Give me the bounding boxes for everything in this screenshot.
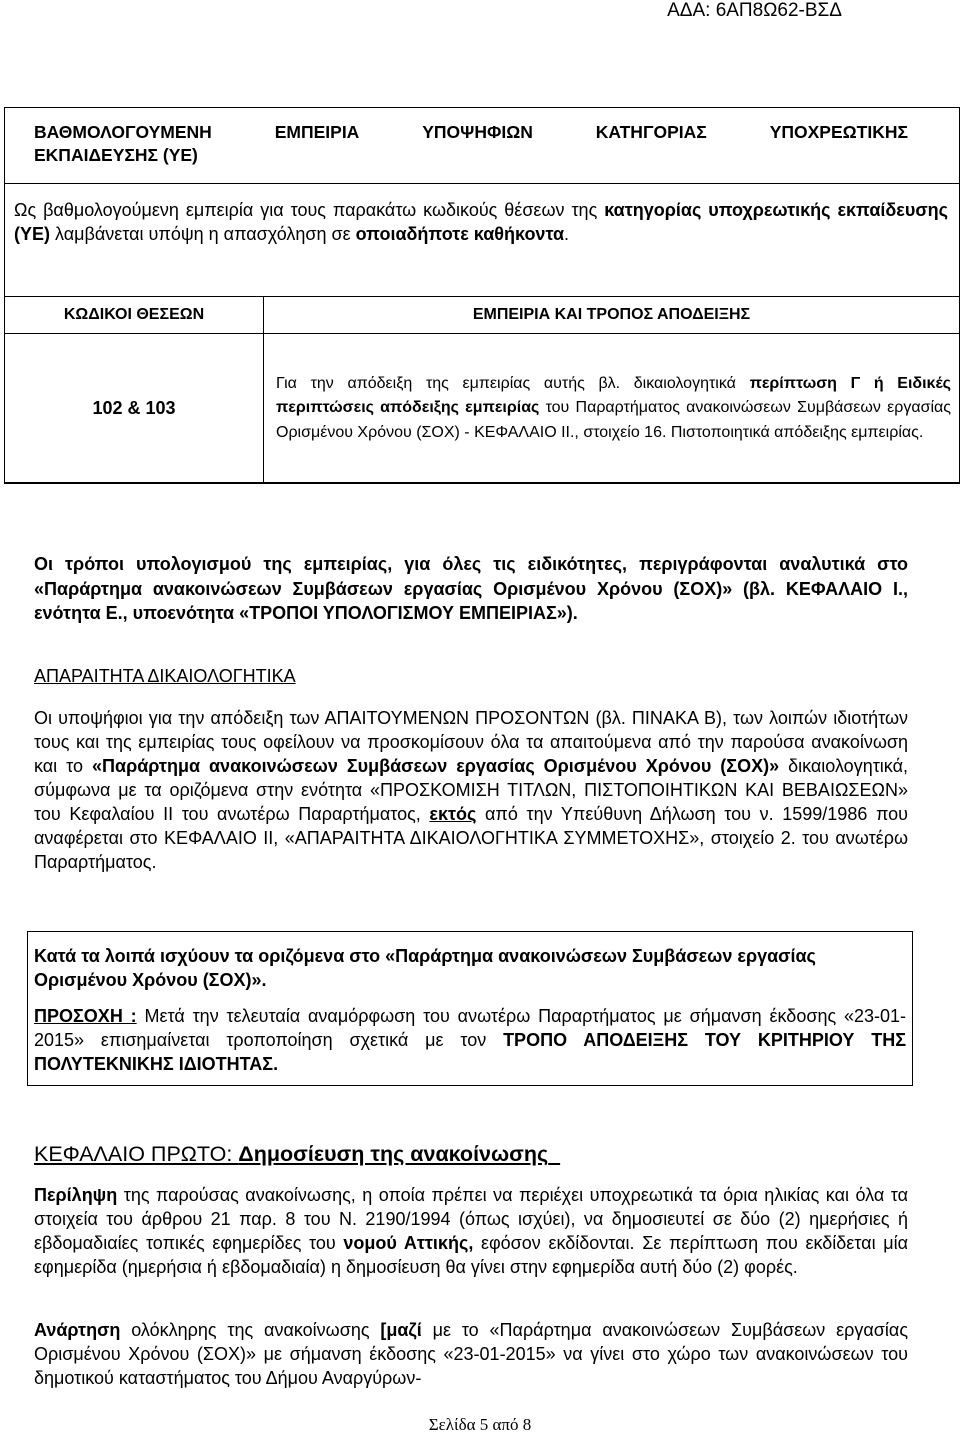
summary-text: εφόσον εκδίδονται. Σε περίπτωση που εκδίδεται μία εφημερίδα (ημερήσια ή εβδομαδιαία) η δημοσίευση θα γίνει στην εφημερίδα αυτή δύο (2) φορές.	[34, 1233, 908, 1277]
summary-bold: νομού Αττικής,	[343, 1233, 474, 1253]
row-text-bold: περίπτωση Γ ή Ειδικές περιπτώσεις απόδειξης εμπειρίας	[276, 374, 952, 417]
required-docs-paragraph	[34, 706, 908, 874]
intro-bold: κατηγορίας υποχρεωτικής εκπαίδευσης (ΥΕ)	[14, 200, 948, 244]
experience-table	[4, 296, 960, 484]
docs-text: Οι υποψήφιοι για την απόδειξη των ΑΠΑΙΤΟΥΜΕΝΩΝ ΠΡΟΣΟΝΤΩΝ (βλ. ΠΙΝΑΚΑ Β), των λοιπών ιδιοτήτων τους και της εμπειρίας τους οφείλουν να προσκομίσουν όλα τα απαιτούμενα από την παρούσα ανακοίνωση και το	[34, 708, 908, 776]
attention-label: ΠΡΟΣΟΧΗ :	[34, 1006, 137, 1026]
attention-text: Μετά την τελευταία αναμόρφωση του ανωτέρω Παραρτήματος με σήμανση έκδοσης «23-01-2015» επισημαίνεται τροποποίηση σχετικά με τον	[34, 1006, 906, 1050]
intro-bold: οποιαδήποτε καθήκοντα	[355, 224, 565, 244]
posting-bold: [μαζί	[380, 1320, 422, 1340]
posting-paragraph	[34, 1318, 908, 1390]
intro-text: .	[564, 224, 570, 244]
section-divider	[4, 183, 960, 184]
posting-label: Ανάρτηση	[34, 1320, 121, 1340]
summary-paragraph	[34, 1183, 908, 1279]
row-experience-text	[276, 372, 951, 446]
attention-bold: ΤΡΟΠΟ ΑΠΟΔΕΙΞΗΣ ΤΟΥ ΚΡΙΤΗΡΙΟΥ ΤΗΣ ΠΟΛΥΤΕΚΝΙΚΗΣ ΙΔΙΟΤΗΤΑΣ.	[34, 1030, 906, 1074]
title-word: ΥΠΟΧΡΕΩΤΙΚΗΣ	[769, 122, 908, 142]
docs-bold: «Παράρτημα ανακοινώσεων Συμβάσεων εργασίας Ορισμένου Χρόνου (ΣΟΧ)»	[92, 756, 780, 776]
calculation-paragraph: Οι τρόποι υπολογισμού της εμπειρίας, για όλες τις ειδικότητες, περιγράφονται αναλυτικά στο «Παράρτημα ανακοινώσεων Συμβάσεων εργασίας Ορισμένου Χρόνου (ΣΟΧ)» (βλ. ΚΕΦΑΛΑΙΟ Ι., ενότητα Ε., υποενότητα «ΤΡΟΠΟΙ ΥΠΟΛΟΓΙΣΜΟΥ ΕΜΠΕΙΡΙΑΣ»).	[34, 554, 908, 623]
docs-underline: εκτός	[429, 804, 477, 824]
row-codes: 102 & 103	[5, 334, 264, 484]
row-text: του Παραρτήματος ανακοινώσεων Συμβάσεων εργασίας Ορισμένου Χρόνου (ΣΟΧ) - ΚΕΦΑΛΑΙΟ ΙΙ., στοιχείο 16. Πιστοποιητικά απόδειξης εμπειρίας.	[276, 399, 951, 441]
section-title	[34, 121, 908, 167]
docs-text: από την Υπεύθυνη Δήλωση του ν. 1599/1986 που αναφέρεται στο ΚΕΦΑΛΑΙΟ ΙΙ, «ΑΠΑΡΑΙΤΗΤΑ ΔΙΚΑΙΟΛΟΓΗΤΙΚΑ ΣΥΜΜΕΤΟΧΗΣ», στοιχείο 2. του ανωτέρω Παραρτήματος.	[34, 804, 908, 872]
posting-text: με το «Παράρτημα ανακοινώσεων Συμβάσεων εργασίας Ορισμένου Χρόνου (ΣΟΧ)» με σήμανση έκδοσης «23-01-2015» να γίνει στο χώρο των ανακοινώσεων του δημοτικού καταστήματος του Δήμου Αναργύρων-	[34, 1320, 908, 1388]
ada-code: ΑΔΑ: 6ΑΠ8Ω62-ΒΣΔ	[667, 0, 842, 21]
summary-label: Περίληψη	[34, 1185, 118, 1205]
title-word: ΒΑΘΜΟΛΟΓΟΥΜΕΝΗ	[34, 122, 212, 142]
row-text: Για την απόδειξη της εμπειρίας αυτής βλ. δικαιολογητικά	[276, 374, 750, 392]
attention-paragraph	[34, 1004, 906, 1076]
table-row	[5, 334, 960, 484]
docs-text: δικαιολογητικά, σύμφωνα με τα οριζόμενα στην ενότητα «ΠΡΟΣΚΟΜΙΣΗ ΤΙΤΛΩΝ, ΠΙΣΤΟΠΟΙΗΤΙΚΩΝ ΚΑΙ ΒΕΒΑΙΩΣΕΩΝ» του Κεφαλαίου ΙΙ του ανωτέρω Παραρτήματος,	[34, 756, 908, 824]
chapter-prefix: ΚΕΦΑΛΑΙΟ ΠΡΩΤΟ:	[34, 1142, 239, 1166]
row-experience	[264, 334, 960, 484]
col-codes-header: ΚΩΔΙΚΟΙ ΘΕΣΕΩΝ	[5, 297, 264, 334]
page-number: Σελίδα 5 από 8	[428, 1415, 532, 1434]
col-experience-header: ΕΜΠΕΙΡΙΑ ΚΑΙ ΤΡΟΠΟΣ ΑΠΟΔΕΙΞΗΣ	[264, 297, 960, 334]
section-title-line1	[34, 121, 908, 144]
title-word: ΥΠΟΨΗΦΙΩΝ	[422, 122, 533, 142]
chapter-heading	[34, 1140, 560, 1168]
intro-text: Ως βαθμολογούμενη εμπειρία για τους παρακάτω κωδικούς θέσεων της	[14, 200, 605, 220]
required-docs-heading: ΑΠΑΡΑΙΤΗΤΑ ΔΙΚΑΙΟΛΟΓΗΤΙΚΑ	[34, 666, 296, 686]
summary-text: της παρούσας ανακοίνωσης, η οποία πρέπει να περιέχει υποχρεωτικά τα όρια ηλικίας και όλα τα στοιχεία του άρθρου 21 παρ. 8 του Ν. 2190/1994 (όπως ισχύει), να δημοσιευτεί σε δύο (2) ημερήσιες ή εβδομαδιαίες τοπικές εφημερίδες του	[34, 1185, 908, 1253]
chapter-title: Δημοσίευση της ανακοίνωσης	[238, 1142, 549, 1166]
title-word: ΕΜΠΕΙΡΙΑ	[274, 122, 360, 142]
intro-paragraph	[14, 198, 948, 246]
title-word: ΚΑΤΗΓΟΡΙΑΣ	[595, 122, 707, 142]
posting-text: ολόκληρης της ανακοίνωσης	[120, 1320, 381, 1340]
section-title-line2: ΕΚΠΑΙΔΕΥΣΗΣ (ΥΕ)	[34, 145, 198, 165]
intro-text: λαμβάνεται υπόψη η απασχόληση σε	[50, 224, 356, 244]
table-header-row	[5, 297, 960, 334]
notice-bold-text: Κατά τα λοιπά ισχύουν τα οριζόμενα στο «Παράρτημα ανακοινώσεων Συμβάσεων εργασίας Ορισμένου Χρόνου (ΣΟΧ)».	[34, 946, 816, 990]
